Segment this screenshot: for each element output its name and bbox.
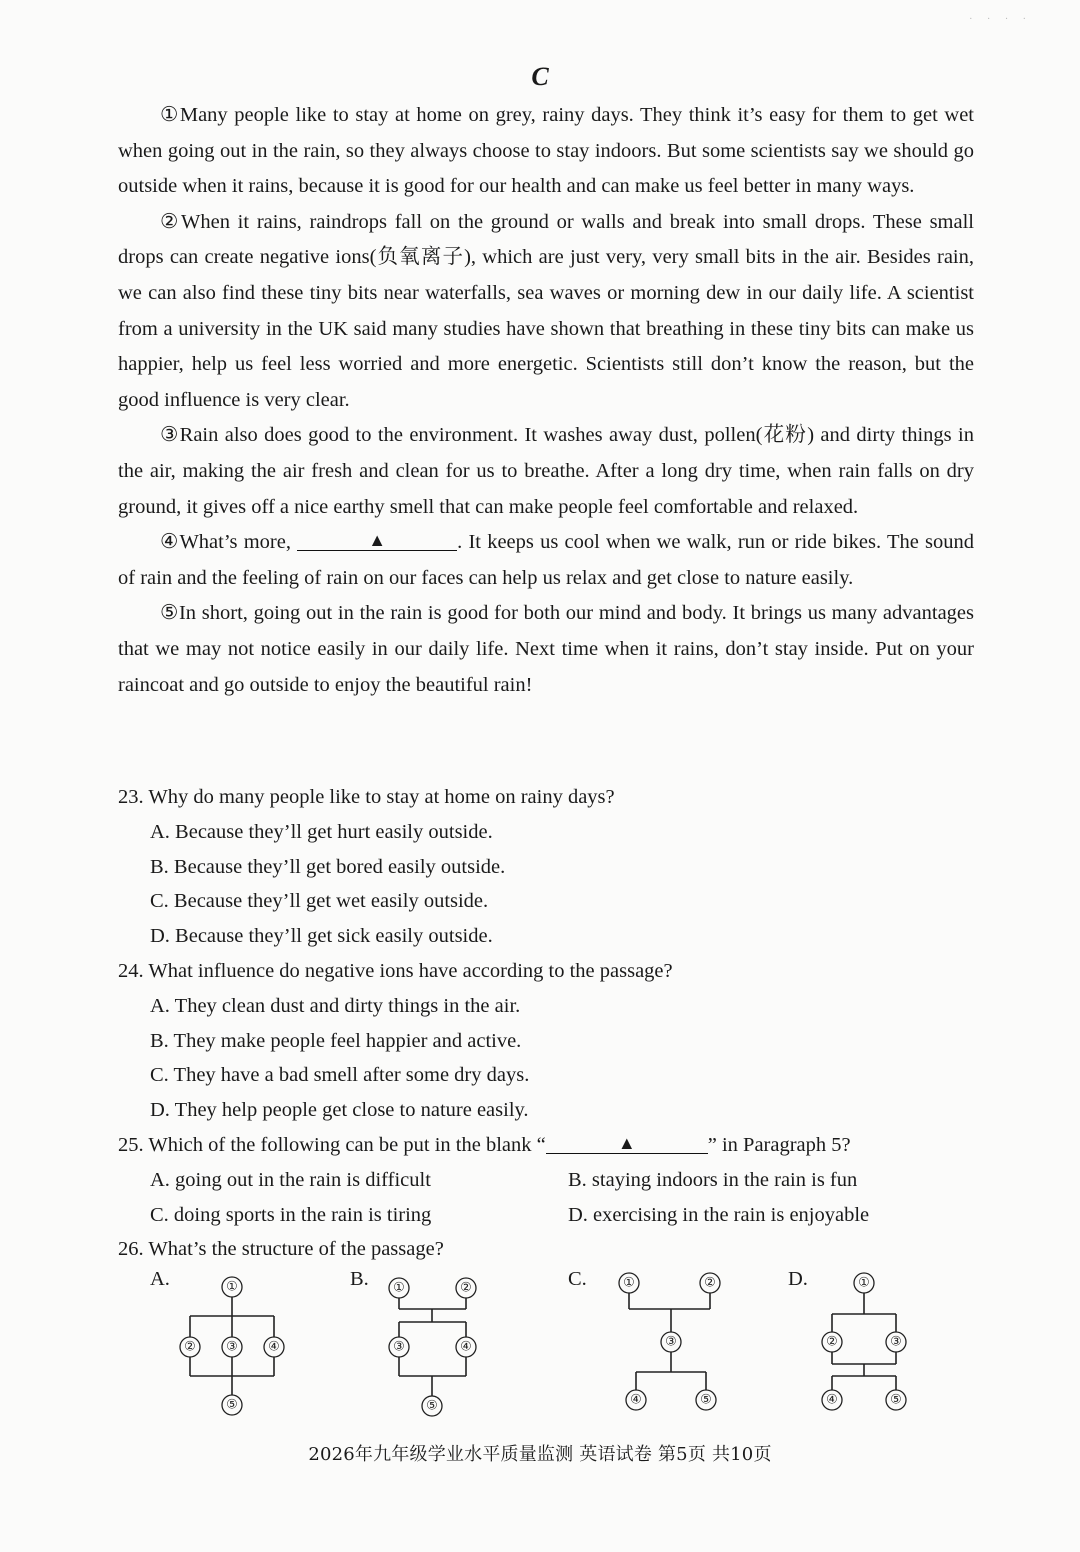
option-25b: B. staying indoors in the rain is fun (568, 1168, 858, 1191)
option-25a: A. going out in the rain is difficult (150, 1168, 431, 1191)
questions (118, 780, 978, 1267)
options-25-row1 (150, 1163, 978, 1198)
node-1-label: ① (226, 1279, 238, 1295)
option-25d: D. exercising in the rain is enjoyable (568, 1203, 870, 1226)
paragraph-2: ②When it rains, raindrops fall on the ground or walls and break into small drops. These small drops can create negative ions(负氧离子), which are just very, very small bits in the air. Besides rain, we can also find these tiny bits near waterfalls, sea waves or morning dew in our daily life. A scientist from a university in the UK said many studies have shown that breathing in these tiny bits can make us happier, help us feel less worried and more energetic. Scientists still don’t know the reason, but the good influence is very clear. (118, 210, 974, 411)
option-23a: A. Because they’ll get hurt easily outside. (150, 820, 493, 843)
paragraph-4 (118, 525, 974, 596)
paragraph-4-start: ④What’s more, (160, 531, 298, 554)
node-4-label: ④ (268, 1339, 280, 1355)
option-24d: D. They help people get close to nature easily. (150, 1099, 529, 1122)
scan-marks: · · · · (969, 14, 1032, 25)
node-5-label: ⑤ (226, 1397, 238, 1413)
structure-node-label: ① (623, 1275, 635, 1291)
question-25 (118, 1128, 978, 1163)
option-23b: B. Because they’ll get bored easily outside. (150, 855, 506, 878)
option-26c-label: C. (568, 1268, 587, 1290)
option-23c: C. Because they’ll get wet easily outside. (150, 890, 489, 913)
structure-node-label: ⑤ (890, 1392, 902, 1408)
structure-node-label: ④ (826, 1392, 838, 1408)
structure-node-label: ② (826, 1334, 838, 1350)
option-25c: C. doing sports in the rain is tiring (150, 1203, 432, 1226)
node-3-label: ③ (226, 1339, 238, 1355)
structure-node-label: ② (704, 1275, 716, 1291)
paragraph-5: ⑤In short, going out in the rain is good for both our mind and body. It brings us many advantages that we may not notice easily in our daily life. Next time when it rains, don’t stay inside. Put on your raincoat and go outside to enjoy the beautiful rain! (118, 602, 974, 696)
triangle-icon: ▲ (368, 530, 387, 551)
question-25-end: ” in Paragraph 5? (707, 1133, 851, 1156)
options-25-row2 (150, 1198, 978, 1233)
structure-node-label: ③ (890, 1334, 902, 1350)
structure-diagram-d (812, 1264, 922, 1424)
option-26b-label: B. (350, 1268, 369, 1290)
section-heading: C (531, 62, 549, 91)
structure-node-label: ③ (665, 1334, 677, 1350)
question-25-blank (546, 1133, 708, 1154)
paragraph-4-rest: . It keeps us cool when we walk, run or ride bikes. The sound of rain and the feeling of rain on our faces can help us relax and get close to nature easily. (118, 531, 974, 589)
structure-node-label: ① (393, 1280, 405, 1296)
structure-node-label: ③ (393, 1339, 405, 1355)
question-23: 23. Why do many people like to stay at home on rainy days? (118, 786, 615, 808)
structure-node-label: ① (858, 1275, 870, 1291)
option-24b: B. They make people feel happier and active. (150, 1029, 522, 1052)
option-23d: D. Because they’ll get sick easily outside. (150, 925, 493, 948)
structure-diagram-c (612, 1264, 732, 1424)
question-25-start: 25. Which of the following can be put in the blank “ (118, 1133, 546, 1156)
paragraph-1: ①Many people like to stay at home on grey, rainy days. They think it’s easy for them to get wet when going out in the rain, so they always choose to stay indoors. But some scientists say we should go outside when it rains, because it is good for our health and can make us feel better in many ways. (118, 104, 974, 198)
reading-passage (118, 98, 974, 703)
question-26: 26. What’s the structure of the passage? (118, 1238, 444, 1261)
option-24a: A. They clean dust and dirty things in the air. (150, 994, 521, 1017)
structure-diagrams (0, 1264, 1080, 1434)
structure-node-label: ④ (460, 1339, 472, 1355)
option-26a-label: A. (150, 1268, 170, 1290)
structure-diagram-a (170, 1264, 300, 1424)
structure-node-label: ④ (630, 1392, 642, 1408)
answer-blank (297, 530, 457, 551)
node-2-label: ② (184, 1339, 196, 1355)
paragraph-3: ③Rain also does good to the environment. It washes away dust, pollen(花粉) and dirty things in the air, making the air fresh and clean for us to breathe. After a long dry time, when rain falls on dry ground, it gives off a nice earthy smell that can make people feel comfortable and relaxed. (118, 424, 974, 518)
structure-node-label: ② (460, 1280, 472, 1296)
structure-node-label: ⑤ (426, 1398, 438, 1414)
triangle-icon: ▲ (617, 1132, 636, 1153)
structure-diagram-b (378, 1264, 488, 1424)
structure-node-label: ⑤ (700, 1392, 712, 1408)
question-24: 24. What influence do negative ions have according to the passage? (118, 959, 673, 982)
page-footer: 2026年九年级学业水平质量监测 英语试卷 第5页 共10页 (308, 1444, 772, 1465)
option-24c: C. They have a bad smell after some dry days. (150, 1064, 530, 1087)
option-26d-label: D. (788, 1268, 808, 1290)
